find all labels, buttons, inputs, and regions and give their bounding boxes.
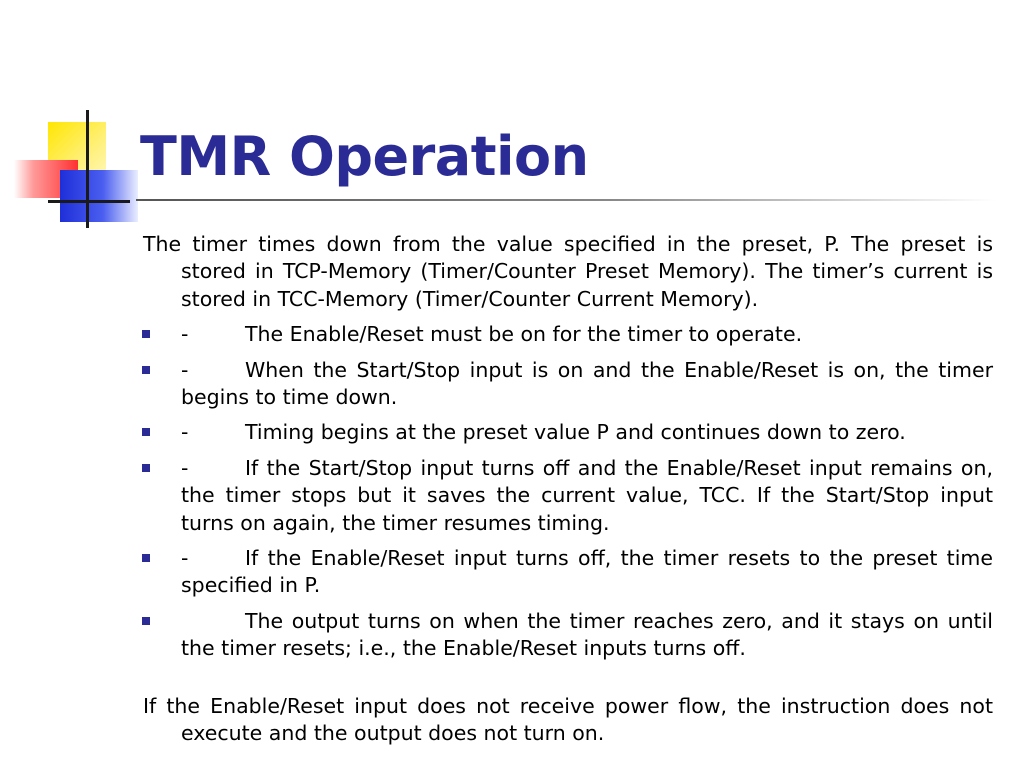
logo-blue-square [60,170,138,222]
slide-body [143,231,993,748]
list-item [143,357,993,412]
square-bullet-icon [142,464,150,472]
list-item-marker: - [181,357,189,382]
square-bullet-icon [142,554,150,562]
list-item-text: If the Start/Stop input turns off and the Enable/Reset input remains on, the timer stops but it saves the current value, TCC. If the Start/Stop input turns on again, the timer resumes timing. [181,455,993,535]
list-item [143,455,993,537]
list-item-text: When the Start/Stop input is on and the Enable/Reset is on, the timer begins to time down. [181,357,993,410]
bullet-list [143,321,993,662]
list-item [143,608,993,663]
slide-title: TMR Operation [140,125,589,188]
list-item-text: The output turns on when the timer reaches zero, and it stays on until the timer resets; i.e., the Enable/Reset inputs turns off. [181,608,993,661]
list-item-marker: - [181,455,189,480]
list-item [143,321,993,348]
list-item-text: Timing begins at the preset value P and continues down to zero. [245,420,906,445]
list-item-text: If the Enable/Reset input turns off, the timer resets to the preset time specified in P. [181,546,993,598]
list-item-marker: - [181,420,189,445]
logo-horizontal-line [48,200,130,203]
list-item-marker: - [181,546,189,571]
footer-paragraph: If the Enable/Reset input does not receive power flow, the instruction does not execute and the output does not turn on. [143,693,993,746]
logo-vertical-line [86,110,89,228]
square-bullet-icon [142,366,150,374]
list-item [143,419,993,446]
list-item-text: The Enable/Reset must be on for the timer to operate. [245,322,803,347]
list-item [143,545,993,600]
title-underline-rule [136,199,996,201]
square-bullet-icon [142,428,150,436]
list-item-marker: - [181,322,189,347]
intro-paragraph: The timer times down from the value specified in the preset, P. The preset is stored in TCP-Memory (Timer/Counter Preset Memory). The timer’s current is stored in TCC-Memory (Timer/Counter Current Memory). [143,232,993,311]
square-bullet-icon [142,330,150,338]
square-bullet-icon [142,617,150,625]
